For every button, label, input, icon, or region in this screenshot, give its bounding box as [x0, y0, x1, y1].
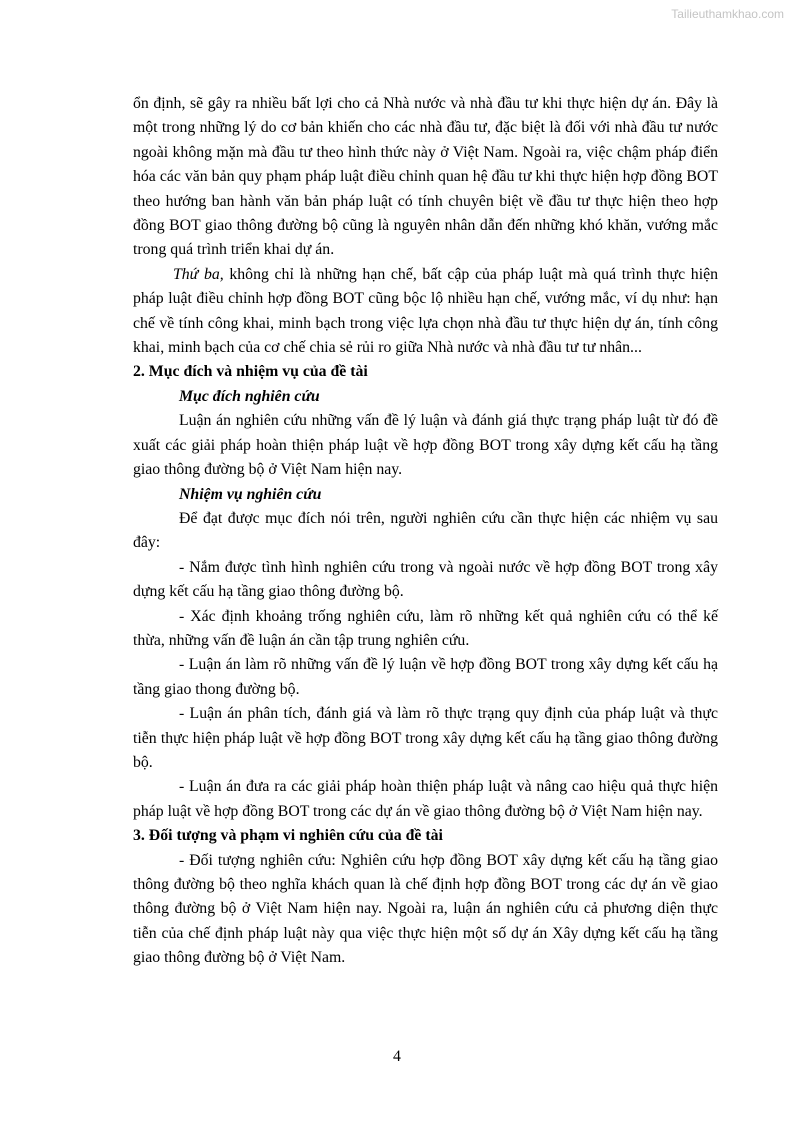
paragraph-text: không chỉ là những hạn chế, bất cập của pháp luật mà quá trình thực hiện pháp luật điều chỉnh hợp đồng BOT cũng bộc lộ nhiều hạn chế, vướng mắc, ví dụ như: hạn chế về tính công khai, minh bạch trong việc lựa chọn nhà đầu tư thực hiện dự án, tính công khai, minh bạch của cơ chế chia sẻ rủi ro giữa Nhà nước và nhà đầu tư tư nhân...: [133, 265, 718, 357]
section-3-paragraph: - Đối tượng nghiên cứu: Nghiên cứu hợp đồng BOT xây dựng kết cấu hạ tầng giao thông đường bộ theo nghĩa khách quan là chế định hợp đồng BOT trong các dự án về giao thông đường bộ ở Việt Nam hiện nay. Ngoài ra, luận án nghiên cứu cả phương diện thực tiễn của chế định pháp luật này qua việc thực hiện một số dự án Xây dựng kết cấu hạ tầng giao thông đường bộ ở Việt Nam.: [133, 851, 718, 967]
paragraph-continuation: ổn định, sẽ gây ra nhiều bất lợi cho cả Nhà nước và nhà đầu tư khi thực hiện dự án. Đây là một trong những lý do cơ bản khiến cho các nhà đầu tư, đặc biệt là đối với nhà đầu tư nước ngoài không mặn mà đầu tư theo hình thức này ở Việt Nam. Ngoài ra, việc chậm pháp điển hóa các văn bản quy phạm pháp luật điều chỉnh quan hệ đầu tư khi thực hiện hợp đồng BOT theo hướng ban hành văn bản pháp luật có tính chuyên biệt về đầu tư thực hiện theo hợp đồng BOT giao thông đường bộ cũng là nguyên nhân dẫn đến những khó khăn, vướng mắc trong quá trình triển khai dự án.: [133, 95, 718, 259]
document-body: [133, 92, 718, 971]
tasks-intro: Để đạt được mục đích nói trên, người nghiên cứu cần thực hiện các nhiệm vụ sau đây:: [133, 509, 718, 552]
purpose-paragraph: Luận án nghiên cứu những vấn đề lý luận và đánh giá thực trạng pháp luật từ đó đề xuất các giải pháp hoàn thiện pháp luật về hợp đồng BOT trong xây dựng kết cấu hạ tầng giao thông đường bộ ở Việt Nam hiện nay.: [133, 412, 718, 479]
tasks-subheading: Nhiệm vụ nghiên cứu: [179, 485, 322, 503]
task-item: - Xác định khoảng trống nghiên cứu, làm rõ những kết quả nghiên cứu có thể kế thừa, những vấn đề luận án cần tập trung nghiên cứu.: [133, 607, 718, 649]
purpose-subheading: Mục đích nghiên cứu: [179, 387, 320, 405]
task-item: - Luận án phân tích, đánh giá và làm rõ thực trạng quy định của pháp luật và thực tiễn thực hiện pháp luật về hợp đồng BOT trong xây dựng kết cấu hạ tầng giao thông đường bộ.: [133, 705, 718, 771]
task-item: - Luận án làm rõ những vấn đề lý luận về hợp đồng BOT trong xây dựng kết cấu hạ tầng giao thong đường bộ.: [133, 656, 718, 698]
task-item: - Nắm được tình hình nghiên cứu trong và ngoài nước về hợp đồng BOT trong xây dựng kết cấu hạ tầng giao thông đường bộ.: [133, 558, 718, 601]
watermark: Tailieuthamkhao.com: [671, 7, 784, 21]
section-2-heading: 2. Mục đích và nhiệm vụ của đề tài: [133, 363, 368, 381]
page-number: 4: [393, 1048, 401, 1065]
paragraph-lead: Thứ ba,: [173, 265, 224, 283]
paragraph-third-point: [133, 263, 718, 361]
section-3-heading: 3. Đối tượng và phạm vi nghiên cứu của đề tài: [133, 827, 443, 845]
task-item: - Luận án đưa ra các giải pháp hoàn thiện pháp luật và nâng cao hiệu quả thực hiện pháp luật về hợp đồng BOT trong các dự án về giao thông đường bộ ở Việt Nam hiện nay.: [133, 778, 718, 820]
